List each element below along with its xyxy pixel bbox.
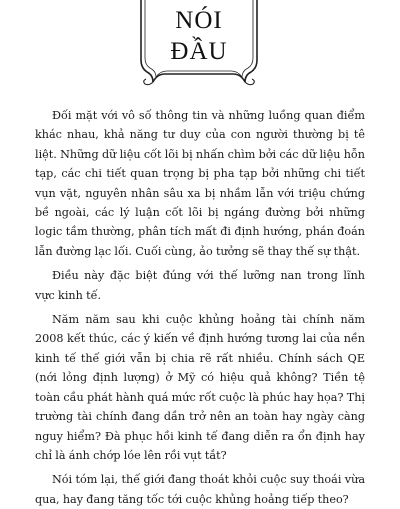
body-text bbox=[35, 106, 365, 509]
heading-line-1: NÓI bbox=[175, 7, 223, 34]
title-ornamental-frame bbox=[135, 0, 263, 88]
paragraph-4: Nói tóm lại, thế giới đang thoát khỏi cuộc suy thoái vừa qua, hay đang tăng tốc tới cuộc khủng hoảng tiếp theo? bbox=[35, 473, 365, 506]
paragraph-3: Năm năm sau khi cuộc khủng hoảng tài chính năm 2008 kết thúc, các ý kiến về định hướng tương lai của nền kinh tế thế giới vẫn bị chia rẽ rất nhiều. Chính sách QE (nới lỏng định lượng) ở Mỹ có hiệu quả không? Tiền tệ toàn cầu phát hành quá mức rốt cuộc là phúc hay họa? Thị trường tài chính đang dần trở nên an toàn hay ngày càng nguy hiểm? Đà phục hồi kinh tế đang diễn ra ổn định hay chỉ là ánh chớp lóe lên rồi vụt tắt? bbox=[35, 313, 365, 462]
paragraph-2: Điều này đặc biệt đúng với thế lưỡng nan trong lĩnh vực kinh tế. bbox=[35, 269, 365, 302]
paragraph-1: Đối mặt với vô số thông tin và những luồng quan điểm khác nhau, khả năng tư duy của con người thường bị tê liệt. Những dữ liệu cốt lõi bị nhấn chìm bởi các dữ liệu hỗn tạp, các chi tiết quan trọng bị pha tạp bởi những chi tiết vụn vặt, nguyên nhân sâu xa bị nhầm lẫn với triệu chứng bề ngoài, các lý luận cốt lõi bị ngáng đường bởi những logic tầm thường, phân tích mất đi định hướng, phán đoán lẫn đường lạc lối. Cuối cùng, ảo tưởng sẽ thay thế sự thật. bbox=[35, 109, 365, 258]
heading-line-2: ĐẦU bbox=[170, 38, 228, 65]
